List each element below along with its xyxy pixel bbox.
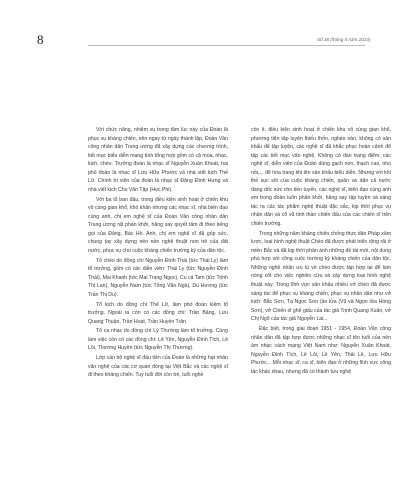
article-right-column <box>251 126 391 377</box>
paragraph: Tổ chèo do đồng chí Nguyễn Đình Thái (tức Thái Ly) làm tổ trưởng, gồm có các diễn viên: Thái Ly (tức Nguyễn Đình Thái), Mai Khanh (tức Mai Trang Ngọc), Cu cả Tam (tức Trịnh Thị Lan), Nguyễn Nam (tức Tống Văn Ngà), Du Hương (tức Trần Thị Du). <box>88 257 228 298</box>
issue-info: Số 36 (tháng 5 năm 2024) <box>317 37 371 42</box>
paragraph: còn ít, điều kiện sinh hoạt ở chiến khu vô cùng gian khổ, phương tiện tập luyện thiếu thốn, nghèo nàn, không có sân khấu để tập luyện, các nghệ sĩ đã khắc phục hoàn cảnh để tập các tiết mục văn nghệ. Không có dàn trang điểm, các nghệ sĩ, diễn viên của Đoàn dùng gạch non, thạch cao, nhọ nồi,... để hóa trang khi lên sân khấu biểu diễn. Nhưng với khí thế sục sôi của cuộc kháng chiến, quân và dân cả nước đang dốc sức cho tiền tuyến, các nghệ sĩ, biên đạo cùng anh em trong đoàn luôn phấn khởi, hăng say tập luyện và sáng tác ra các tác phẩm nghệ thuật đặc sắc, kịp thời phục vụ nhân dân và cổ vũ tinh thần chiến đấu của các chiến sĩ trên chiến trường. <box>251 127 391 228</box>
paragraph: Đặc biệt, trong giai đoạn 1951 - 1954, Đoàn Văn công nhân dân đã tập hợp được những nhạc sĩ tên tuổi của nền âm nhạc cách mạng Việt Nam như: Nguyễn Xuân Khoát, Nguyễn Đình Tích, Lê Lôi, Lê Yên, Thái Lê, Lưu Hữu Phước... Mỗi nhạc sĩ, ca sĩ, biên đạo ở những lĩnh vực công tác khác nhau, nhưng đã có thành tựu nghệ <box>251 325 391 375</box>
page-number: 8 <box>37 32 44 47</box>
paragraph: Với chức năng, nhiệm vụ trong tâm lúc này của Đoàn là phục vụ kháng chiến, nên ngay từ ngày thành lập, Đoàn Văn công nhân dân Trung ương đã xây dựng các chương trình, tiết mục biểu diễn mang tính tổng hợp gồm có cả múa, nhạc, kịch, chèo. Trưởng đoàn là nhạc sĩ Nguyễn Xuân Khoát, hai phó đoàn là nhạc sĩ Lưu Hữu Phước và nhà viết kịch Thế Lữ. Chính trị viên của đoàn là nhạc sĩ Đặng Đình Hưng và nhà viết kịch Chu Văn Tập (Học Phi). <box>88 127 228 193</box>
article-left-column <box>88 126 228 381</box>
paragraph: Tổ kịch do đồng chí Thế Lữ, làm phó đoàn kiêm tổ trưởng. Ngoài ra còn có các đồng chí: Trần Bảng, Lưu Quang Thuận, Trần Hoạt, Trần Huyền Trân. <box>88 301 228 325</box>
paragraph: Với ba tổ ban đầu, trong điều kiện sinh hoạt ở chiến khu vô cùng gian khổ, khó khăn nhưng các nhạc sĩ, nhà biên đạo cùng anh, chị em nghệ sĩ của Đoàn Văn công nhân dân Trung ương rất phấn khởi, hăng say quyết tâm đi theo tiếng gọi của Đảng, Bác Hồ. Anh, chị em nghệ sĩ đã góp sức, chung tay xây dựng nền nền nghệ thuật non trẻ của đất nước, phục vụ cho cuộc kháng chiến trường kỳ của dân tộc. <box>88 196 228 254</box>
paragraph: Trong những năm kháng chiến chống thực dân Pháp xâm lược, loại hình nghệ thuật Chèo đã được phát triển rộng rãi ở miền Bắc và đã kịp thời phản ánh những đề tài mới, nội dung phù hợp với công cuộc trường kỳ kháng chiến của dân tộc. Những nghệ nhân ưu tú về chèo được tập hợp lại để làm nòng cốt cho việc nghiên cứu và xây dựng loại hình nghệ thuật này. Trong lĩnh vực sân khấu nhiều vở chèo đã được sáng tác để phục vụ kháng chiến, phục vụ nhân dân như vở kịch: Bắc Sơn, Tạ Ngọc Sơn (ần lửa (Vũ và Ngọn lửa Hồng Sơn), vở Chiến sĩ ghế giấu của tác giả Trịnh Quang Xuân, vở Chị Ngõ của tác giả Nguyễn Lai... <box>251 230 391 323</box>
header-divider <box>88 45 365 46</box>
paragraph: Lớp cán bộ nghệ sĩ đầu tiên của Đoàn là những hạt nhân văn nghệ của các cơ quan đóng tại Việt Bắc và các nghệ sĩ đi theo kháng chiến. Tuy tuổi đời còn trẻ, tuổi nghề <box>88 355 228 379</box>
paragraph: Tổ ca nhạc do đồng chí Lý Thường làm tổ trưởng. Cùng làm việc còn có các đồng chí: Lê Yên, Nguyễn Đình Tích, Lê Lôi, Thương Huyền (tức Nguyễn Thị Thương). <box>88 328 228 352</box>
